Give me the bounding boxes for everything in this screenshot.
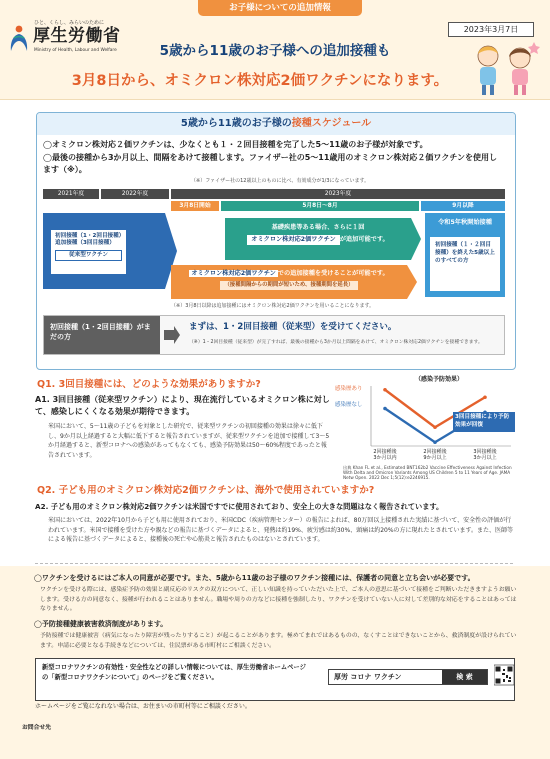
chart-series-label-1: 感染歴あり — [335, 386, 363, 392]
notice-body-consent: ワクチンを受ける際には、感染症予防の効果と副反応のリスクの双方について、正しい知識を持っていただいた上で、ご本人の意思に基づいて接種をご判断いただきますようお願いします。受ける方の同意なく、接種が行われることはありません。職場や周りの方などに接種を強制したり、ワクチンを受けていない人に対して差別的な対応をすることはあってはなりません。 — [40, 587, 517, 612]
question-1: Q1. 3回目接種には、どのような効果がありますか? — [37, 379, 261, 390]
notice-body-relief: 予防接種では健康被害（病気になったり障害が残ったりすること）が起こることがあります。極めてまれではあるものの、なくすことはできないことから、救済制度が設けられています。申請に必要となる手続きなどについては、住民票がある市町村にご相談ください。 — [40, 633, 517, 649]
schedule-bullet-2-note: （※）ファイザー社の12歳以上のものに比べ、有効成分が1/3になっています。 — [191, 178, 370, 184]
green-vaccine-tag: オミクロン株対応2価ワクチン — [247, 235, 339, 245]
info-note: ホームページをご覧になれない場合は、お住まいの市町村等にご相談ください。 — [35, 703, 251, 710]
schedule-bullet-1: ◯オミクロン株対応２価ワクチンは、少なくとも１・２回目接種を完了した5～11歳のお子様が対象です。 — [43, 140, 428, 149]
unvaccinated-row — [43, 315, 505, 355]
orange-arrow-icon — [407, 265, 417, 299]
schedule-section — [36, 112, 516, 370]
info-box — [35, 658, 515, 701]
contact-label: お問合せ先 — [22, 725, 51, 731]
search-button[interactable]: 検 索 — [442, 670, 487, 684]
autumn-title: 令和5年秋開始接種 — [438, 219, 492, 226]
question-2: Q2. 子ども用のオミクロン株対応2価ワクチンは、海外で使用されていますか? — [37, 485, 375, 496]
search-bar — [328, 669, 488, 685]
schedule-title-highlight: 接種スケジュール — [291, 118, 372, 129]
schedule-title — [37, 113, 515, 135]
chart-category-label: 3回接種後 — [473, 449, 497, 455]
month-may-aug: 5月8日〜8月 — [221, 201, 419, 211]
mhlw-emblem-icon — [8, 24, 30, 52]
chart-category-label: 2回接種後 — [423, 449, 447, 455]
chart-point — [433, 425, 437, 429]
unvaccinated-label: 初回接種（1・2回目接種）がまだの方 — [44, 316, 160, 354]
green-tail: が追加可能です。 — [339, 235, 389, 243]
issue-date: 2023年3月7日 — [448, 22, 534, 37]
year-2023: 2023年度 — [171, 189, 505, 199]
chart-point — [433, 440, 437, 444]
autumn-vaccination-block — [425, 213, 505, 297]
chart-category-label: 3か月以内 — [373, 455, 397, 461]
march-note: （※）3月8日以降は追加接種にはオミクロン株対応2価ワクチンを用いることになります。 — [171, 303, 375, 309]
primary-vaccination-block — [43, 213, 165, 289]
chart-annotation: 3回目接種により予防効果が回復 — [455, 414, 510, 428]
answer-1-body: 米国において、5〜11歳の子どもを対象とした研究で、従来型ワクチンの初回接種の効果は徐々に低下し、9か月以上経過すると大幅に低下すると報告されていますが、従来型ワクチンを追加で接種して3〜5か月経過すると、新型コロナへの感染があってもなくても、感染予防効果は50〜60%程度であったと報告されています。 — [48, 423, 330, 459]
bivalent-booster-block — [171, 265, 407, 299]
notice-heading-relief: ◯予防接種健康被害救済制度があります。 — [34, 620, 168, 628]
autumn-body: 初回接種（１・２回目接種）を終えた5歳以上のすべての方 — [430, 237, 500, 291]
chart-title: （感染予防効果） — [415, 376, 464, 383]
month-september: 9月以降 — [421, 201, 505, 211]
divider — [35, 563, 513, 564]
underlying-condition-block — [225, 218, 411, 260]
orange-vaccine-tag: オミクロン株対応2価ワクチン — [191, 270, 276, 277]
children-illustration — [464, 38, 544, 98]
search-input[interactable]: 厚労 コロナ ワクチン — [334, 673, 402, 681]
chart-point — [483, 395, 487, 399]
info-tab: お子様についての追加情報 — [198, 0, 362, 16]
schedule-bullet-2: ◯最後の接種から3か月以上、間隔をあけて接種します。ファイザー社の5～11歳用のオミクロン株対応２価ワクチンを使用します（※）。 — [43, 153, 498, 174]
year-2021: 2021年度 — [43, 189, 99, 199]
logo-english-name: Ministry of Health, Labour and Welfare — [34, 48, 117, 53]
answer-1-lead: A1. 3回目接種（従来型ワクチン）により、現在流行しているオミクロン株に対して、感染しにくくなる効果が期待できます。 — [35, 395, 330, 416]
arrow-right-icon — [162, 326, 180, 344]
notice-heading-consent: ◯ワクチンを受けるにはご本人の同意が必要です。また、5歳から11歳のお子様のワクチン接種には、保護者の同意と立ち会いが必要です。 — [34, 574, 475, 582]
primary-line-2: 追加接種（3回目接種） — [55, 239, 115, 246]
logo-tagline: ひと、くらし、みらいのために — [34, 20, 105, 26]
green-line-1: 基礎疾患等ある場合、さらに１回 — [271, 224, 365, 231]
unvaccinated-note: （※）1・2回目接種（従来型）が完了すれば、最後の接種から3か月以上間隔をあけて、オミクロン株対応2価ワクチンを接種できます。 — [189, 340, 483, 345]
primary-line-1: 初回接種（1・2回目接種） — [55, 233, 125, 239]
chart-point — [383, 407, 387, 411]
green-arrow-icon — [411, 218, 421, 260]
answer-2-lead: A2. 子ども用のオミクロン株対応2価ワクチンは米国ですでに使用されており、安全上の大きな問題はなく報告されています。 — [35, 502, 444, 511]
schedule-title-text: 5歳から11歳のお子様の — [180, 118, 292, 129]
primary-vaccination-text — [50, 229, 127, 275]
chart-point — [383, 388, 387, 392]
qr-code-icon — [494, 661, 514, 699]
chart-series-label-2: 感染歴なし — [335, 402, 363, 408]
chart-category-label: 2回接種後 — [373, 449, 397, 455]
orange-sub-note: （接種間隔からの期間が短いため、接種期間を延長） — [220, 281, 357, 290]
orange-line-1: での追加接種を受けることが可能です。 — [277, 270, 389, 277]
info-text: 新型コロナワクチンの有効性・安全性などの詳しい情報については、厚生労働省ホームページの「新型コロナワクチンについて」のページをご覧ください。 — [42, 664, 306, 681]
chart-citation: 出典 Khan FL et al., Estimated BNT162b2 Vaccine Effectiveness Against Infection With Delta and Omicron Variants Among US Children 5 to 11 Years of Age. JAMA Netw Open. 2022 Dec 1;5(12):e2246915. — [343, 465, 512, 481]
chart-category-label: 9か月以上 — [423, 455, 447, 461]
unvaccinated-message: まずは、1・2回目接種（従来型）を受けてください。 — [189, 322, 397, 332]
sub-title: 3月8日から、オミクロン株対応2価ワクチンになります。 — [71, 73, 449, 89]
logo-name: 厚生労働省 — [33, 26, 121, 46]
conventional-vaccine-tag: 従来型ワクチン — [55, 250, 122, 261]
chart-category-label: 3か月以上 — [473, 455, 497, 461]
fiscal-year-bar — [43, 189, 505, 199]
month-march: 3月8日開始 — [171, 201, 219, 211]
vaccine-effectiveness-chart — [335, 372, 517, 464]
answer-2-body: 米国においては、2022年10月から子ども用に使用されており、米国CDC（疾病管理センター）の報告によれば、80万回以上接種された実績に基づいて、安全性の評価が行われています。米国で接種を受けた方や親などの報告に基づくデータによると、発熱は約19%、疲労感は約30%、頭痛は約20%の方に現れたとされています。また、医師等による報告に基づくデータによると、接種後の死亡や心筋炎と報告されたものはないとされています。 — [48, 517, 514, 543]
main-title: 5歳から11歳のお子様への追加接種も — [159, 43, 391, 59]
chart-categories — [373, 448, 497, 461]
header — [0, 0, 550, 100]
year-2022: 2022年度 — [101, 189, 169, 199]
